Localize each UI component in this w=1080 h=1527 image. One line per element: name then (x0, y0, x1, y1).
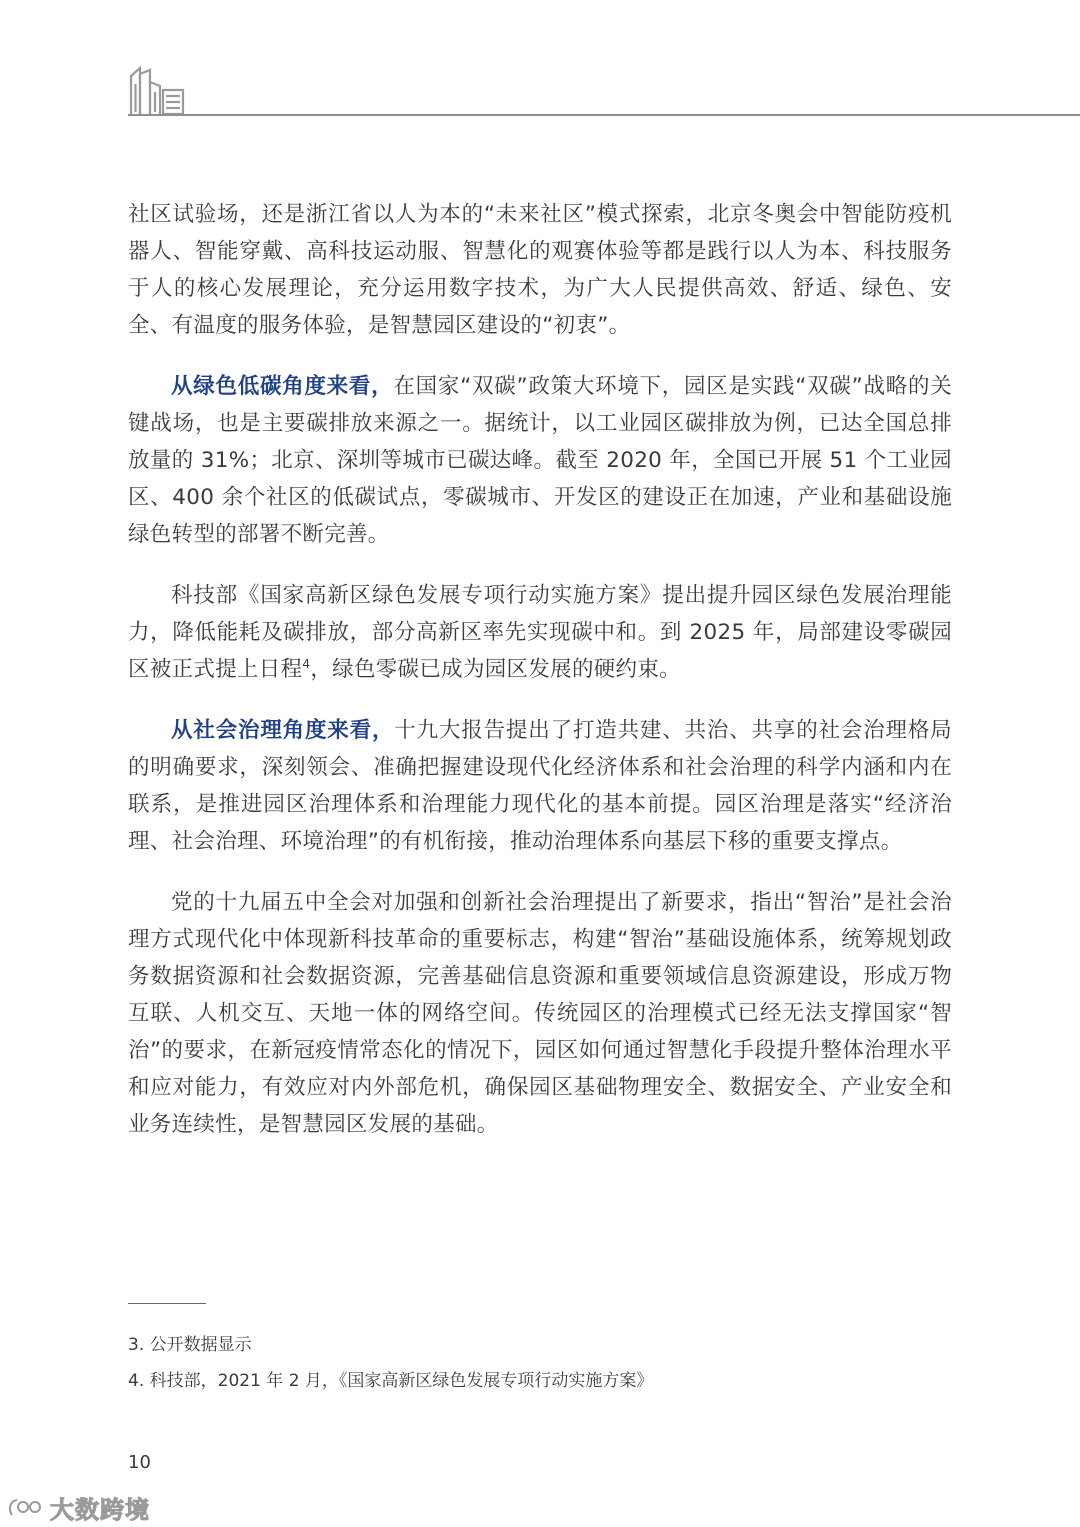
page-number: 10 (128, 1452, 151, 1473)
header-rule (128, 114, 1080, 116)
paragraph-text: 科技部《国家高新区绿色发展专项行动实施方案》提出提升园区绿色发展治理能力，降低能耗及碳排放，部分高新区率先实现碳中和。到 2025 年，局部建设零碳园区被正式提上日程 (128, 583, 952, 682)
watermark (6, 1490, 150, 1525)
building-icon (128, 64, 188, 116)
paragraph-text: 在国家“双碳”政策大环境下，园区是实践“双碳”战略的关键战场，也是主要碳排放来源之一。据统计，以工业园区碳排放为例，已达全国总排放量的 31%；北京、深圳等城市已碳达峰。截至 2020 年，全国已开展 51 个工业园区、400 余个社区的低碳试点，零碳城市、开发区的建设正在加速，产业和基础设施绿色转型的部署不断完善。 (128, 374, 952, 547)
paragraph (128, 577, 952, 688)
paragraph (128, 196, 952, 344)
paragraph-lead: 从社会治理角度来看， (171, 718, 395, 743)
paragraph (128, 712, 952, 860)
paragraph-lead: 从绿色低碳角度来看， (171, 374, 394, 399)
footnote: 4. 科技部，2021 年 2 月，《国家高新区绿色发展专项行动实施方案》 (128, 1371, 654, 1391)
paragraph (128, 368, 952, 553)
footnote-rule (128, 1303, 206, 1304)
paragraph-text: 社区试验场，还是浙江省以人为本的“未来社区”模式探索，北京冬奥会中智能防疫机器人、智能穿戴、高科技运动服、智慧化的观赛体验等都是践行以人为本、科技服务于人的核心发展理论，充分运用数字技术，为广大人民提供高效、舒适、绿色、安全、有温度的服务体验，是智慧园区建设的“初衷”。 (128, 202, 952, 338)
paragraph-text-after: ，绿色零碳已成为园区发展的硬约束。 (310, 657, 681, 682)
watermark-logo-icon (6, 1495, 46, 1521)
watermark-text: 大数跨境 (50, 1496, 150, 1524)
body-text (128, 196, 952, 1167)
paragraph-text: 党的十九届五中全会对加强和创新社会治理提出了新要求，指出“智治”是社会治理方式现代化中体现新科技革命的重要标志，构建“智治”基础设施体系，统筹规划政务数据资源和社会数据资源，完善基础信息资源和重要领域信息资源建设，形成万物互联、人机交互、天地一体的网络空间。传统园区的治理模式已经无法支撑国家“智治”的要求，在新冠疫情常态化的情况下，园区如何通过智慧化手段提升整体治理水平和应对能力，有效应对内外部危机，确保园区基础物理安全、数据安全、产业安全和业务连续性，是智慧园区发展的基础。 (128, 890, 952, 1137)
footnote: 3. 公开数据显示 (128, 1335, 252, 1355)
paragraph (128, 884, 952, 1143)
footnote-ref: 4 (302, 656, 311, 671)
paragraph-text: 十九大报告提出了打造共建、共治、共享的社会治理格局的明确要求，深刻领会、准确把握建设现代化经济体系和社会治理的科学内涵和内在联系，是推进园区治理体系和治理能力现代化的基本前提。园区治理是落实“经济治理、社会治理、环境治理”的有机衔接，推动治理体系向基层下移的重要支撑点。 (128, 718, 952, 854)
